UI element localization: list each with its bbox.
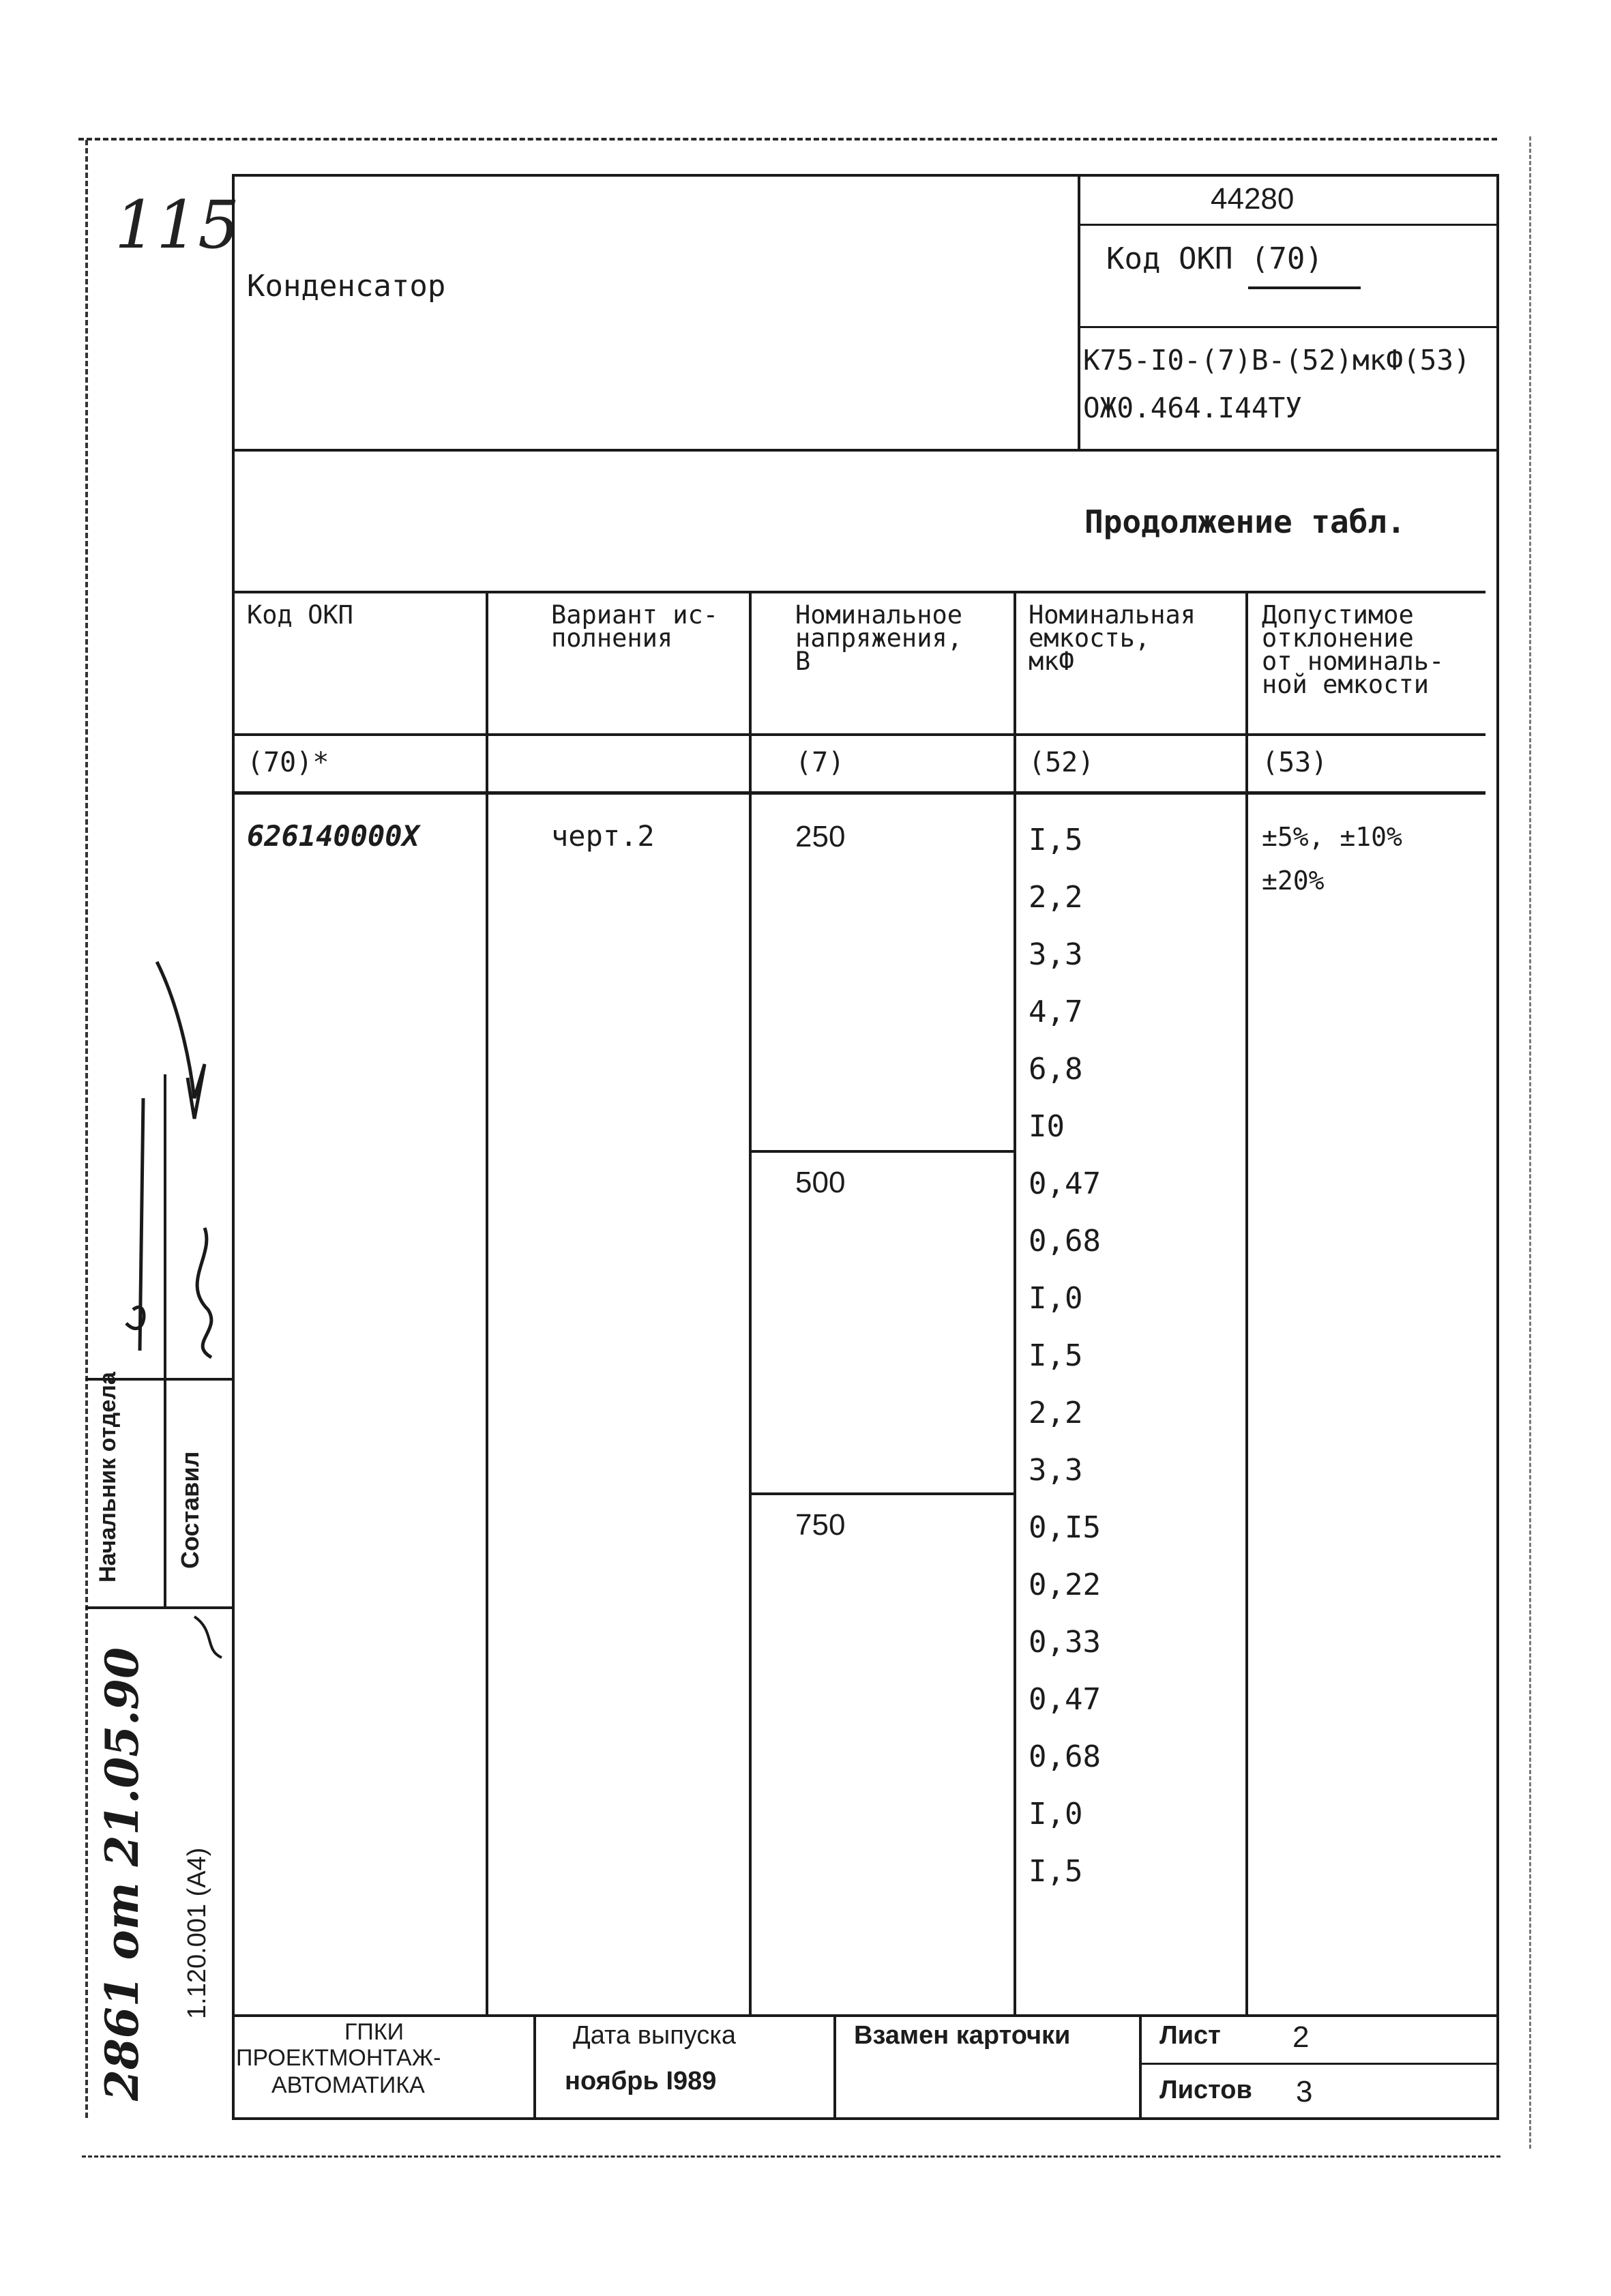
org-line2: ПРОЕКТМОНТАЖ- [236,2045,441,2071]
replace-label: Взамен карточки [854,2021,1071,2050]
voltage-750: 750 [795,1508,846,1542]
capacitance-value: I,0 [1029,1281,1083,1316]
header-okp-line [1078,326,1499,328]
footer-sheet-line [1139,2063,1499,2065]
document-title: Конденсатор [247,269,446,304]
continuation-label: Продолжение табл. [1084,503,1406,540]
signature-stroke-compiled [197,1228,211,1357]
okp-code-label: Код ОКП (70) [1106,241,1323,276]
document-number: 44280 [1211,182,1295,216]
designation-line1: К75-I0-(7)В-(52)мкФ(53) [1083,344,1470,377]
capacitance-value: 4,7 [1029,995,1083,1029]
code-capacitance: (52) [1029,747,1095,778]
capacitance-value: 3,3 [1029,1453,1083,1488]
stamp-head-dept: Начальник отдела [95,1372,121,1583]
col-header-tolerance: Допустимое отклонение от номиналь- ной емкости [1262,600,1445,699]
col-line-3 [1014,591,1016,2016]
table-head-line [232,733,1486,736]
variant-value: черт.2 [551,819,655,853]
col-header-okp: Код ОКП [247,600,353,630]
tolerance-line2: ±20% [1262,866,1325,896]
col-header-variant: Вариант ис- полнения [551,600,719,653]
okp-code-value: 626140000X [247,819,419,853]
voltage-500: 500 [795,1166,846,1199]
col-line-1 [486,591,488,2016]
footer-col-2 [833,2016,836,2120]
capacitance-value: 0,33 [1029,1625,1101,1660]
capacitance-value: 0,68 [1029,1739,1101,1774]
capacitance-value: 0,47 [1029,1166,1101,1201]
capacitance-value: I,5 [1029,1854,1083,1889]
release-label: Дата выпуска [573,2021,736,2050]
sheet-label: Лист [1159,2021,1221,2050]
signature-marks [85,941,232,1664]
col-header-voltage: Номинальное напряжения, В [795,600,963,676]
sheets-label: Листов [1159,2076,1252,2104]
capacitance-value: I,0 [1029,1797,1083,1831]
signature-stroke-date [194,1617,222,1658]
footer-col-1 [533,2016,536,2120]
voltage-divider-500 [749,1150,1015,1153]
header-vertical [1078,174,1080,450]
col-header-capacitance: Номинальная емкость, мкФ [1029,600,1196,676]
code-tolerance: (53) [1262,747,1328,778]
stamp-compiled: Составил [176,1451,204,1569]
okp-underline [1248,286,1361,289]
bottom-dashed-edge [82,2155,1501,2158]
capacitance-value: 2,2 [1029,880,1083,915]
voltage-250: 250 [795,820,846,853]
sheets-value: 3 [1296,2075,1313,2108]
top-dashed-edge [78,138,1497,141]
stamp-form-code: 1.120.001 (А4) [183,1847,211,2019]
stamp-handwritten-number: 2861 от 21.05.90 [95,1647,149,2101]
release-date: ноябрь I989 [565,2067,717,2095]
capacitance-value: 0,I5 [1029,1510,1101,1545]
capacitance-value: I,5 [1029,823,1083,857]
capacitance-value: 3,3 [1029,937,1083,972]
sheet-value: 2 [1292,2020,1310,2054]
tolerance-line1: ±5%, ±10% [1262,822,1402,852]
col-line-2 [749,591,752,2016]
table-code-line [232,791,1486,795]
capacitance-value: 6,8 [1029,1052,1083,1087]
main-frame [232,174,1499,2120]
code-okp: (70)* [247,747,329,778]
org-line1: ГПКИ [344,2019,404,2045]
table-bottom-line [232,2014,1499,2017]
signature-stroke-head [126,1098,144,1351]
capacitance-value: 0,22 [1029,1568,1101,1602]
page-number: 115 [115,187,240,263]
table-top-line [232,591,1486,593]
capacitance-list [1029,812,1101,1900]
signature-stroke-large [157,962,205,1119]
code-voltage: (7) [795,747,845,778]
header-number-line [1078,224,1499,226]
right-margin-edge [1529,136,1531,2149]
capacitance-value: 0,68 [1029,1224,1101,1259]
header-divider [232,449,1499,452]
capacitance-value: 2,2 [1029,1396,1083,1430]
footer-col-3 [1139,2016,1142,2120]
capacitance-value: I,5 [1029,1338,1083,1373]
col-line-4 [1245,591,1248,2016]
designation-line2: ОЖ0.464.I44ТУ [1083,392,1302,424]
capacitance-value: 0,47 [1029,1682,1101,1717]
capacitance-value: I0 [1029,1109,1065,1144]
voltage-divider-750 [749,1492,1015,1495]
org-line3: АВТОМАТИКА [271,2072,425,2098]
